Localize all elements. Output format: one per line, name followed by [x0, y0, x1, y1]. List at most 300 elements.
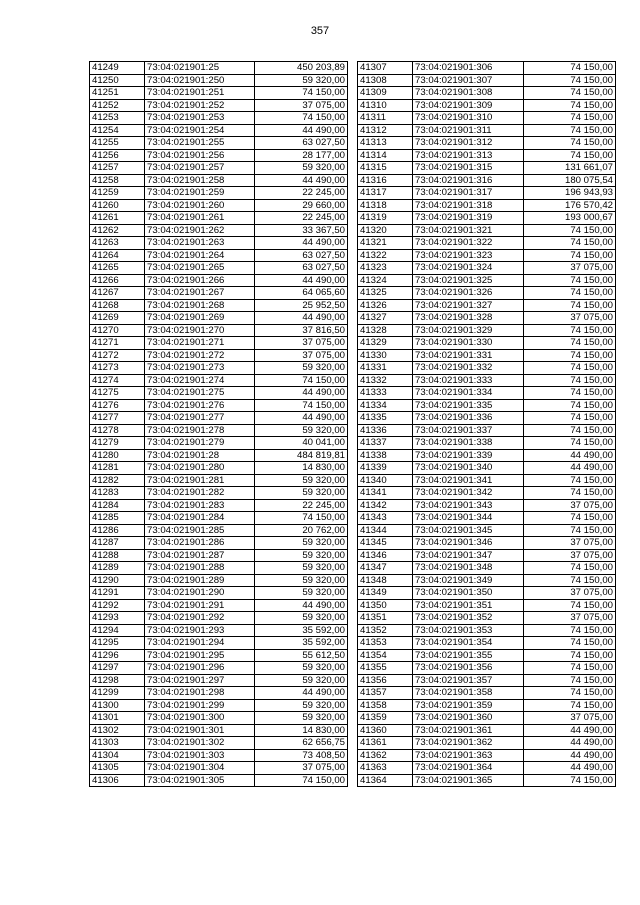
cadastral-number: 73:04:021901:298 — [145, 687, 255, 700]
row-number: 41301 — [90, 712, 145, 725]
right-table-body — [358, 62, 616, 787]
row-number: 41316 — [358, 174, 413, 187]
cadastral-number: 73:04:021901:335 — [413, 399, 524, 412]
row-number: 41312 — [358, 124, 413, 137]
table-row — [358, 224, 616, 237]
cadastral-number: 73:04:021901:331 — [413, 349, 524, 362]
cadastral-value: 74 150,00 — [255, 774, 348, 787]
row-number: 41273 — [90, 362, 145, 375]
table-row — [358, 349, 616, 362]
cadastral-number: 73:04:021901:337 — [413, 424, 524, 437]
cadastral-number: 73:04:021901:278 — [145, 424, 255, 437]
row-number: 41288 — [90, 549, 145, 562]
cadastral-value: 74 150,00 — [524, 624, 616, 637]
table-row — [90, 662, 348, 675]
table-row — [90, 762, 348, 775]
cadastral-number: 73:04:021901:299 — [145, 699, 255, 712]
table-row — [358, 774, 616, 787]
cadastral-number: 73:04:021901:347 — [413, 549, 524, 562]
cadastral-number: 73:04:021901:271 — [145, 337, 255, 350]
cadastral-number: 73:04:021901:291 — [145, 599, 255, 612]
cadastral-number: 73:04:021901:288 — [145, 562, 255, 575]
row-number: 41267 — [90, 287, 145, 300]
cadastral-number: 73:04:021901:355 — [413, 649, 524, 662]
table-row — [90, 124, 348, 137]
row-number: 41352 — [358, 624, 413, 637]
table-row — [358, 374, 616, 387]
table-row — [358, 162, 616, 175]
row-number: 41361 — [358, 737, 413, 750]
cadastral-number: 73:04:021901:267 — [145, 287, 255, 300]
cadastral-value: 176 570,42 — [524, 199, 616, 212]
row-number: 41277 — [90, 412, 145, 425]
table-row — [358, 612, 616, 625]
row-number: 41276 — [90, 399, 145, 412]
row-number: 41265 — [90, 262, 145, 275]
cadastral-number: 73:04:021901:346 — [413, 537, 524, 550]
table-row — [90, 474, 348, 487]
row-number: 41340 — [358, 474, 413, 487]
row-number: 41282 — [90, 474, 145, 487]
cadastral-value: 44 490,00 — [524, 462, 616, 475]
row-number: 41289 — [90, 562, 145, 575]
table-row — [358, 74, 616, 87]
row-number: 41291 — [90, 587, 145, 600]
row-number: 41302 — [90, 724, 145, 737]
cadastral-number: 73:04:021901:285 — [145, 524, 255, 537]
cadastral-number: 73:04:021901:273 — [145, 362, 255, 375]
table-row — [90, 187, 348, 200]
cadastral-value: 74 150,00 — [524, 399, 616, 412]
row-number: 41328 — [358, 324, 413, 337]
row-number: 41254 — [90, 124, 145, 137]
cadastral-number: 73:04:021901:332 — [413, 362, 524, 375]
cadastral-number: 73:04:021901:264 — [145, 249, 255, 262]
cadastral-number: 73:04:021901:28 — [145, 449, 255, 462]
cadastral-value: 35 592,00 — [255, 624, 348, 637]
table-row — [90, 462, 348, 475]
table-row — [358, 499, 616, 512]
table-row — [90, 674, 348, 687]
cadastral-number: 73:04:021901:296 — [145, 662, 255, 675]
row-number: 41325 — [358, 287, 413, 300]
table-row — [358, 587, 616, 600]
table-row — [358, 437, 616, 450]
table-row — [358, 187, 616, 200]
cadastral-value: 44 490,00 — [524, 737, 616, 750]
cadastral-value: 44 490,00 — [255, 237, 348, 250]
cadastral-number: 73:04:021901:250 — [145, 74, 255, 87]
cadastral-number: 73:04:021901:351 — [413, 599, 524, 612]
table-row — [358, 249, 616, 262]
row-number: 41346 — [358, 549, 413, 562]
cadastral-number: 73:04:021901:365 — [413, 774, 524, 787]
row-number: 41293 — [90, 612, 145, 625]
cadastral-value: 74 150,00 — [524, 362, 616, 375]
cadastral-number: 73:04:021901:313 — [413, 149, 524, 162]
table-row — [358, 212, 616, 225]
table-row — [358, 687, 616, 700]
cadastral-number: 73:04:021901:316 — [413, 174, 524, 187]
cadastral-value: 74 150,00 — [524, 674, 616, 687]
table-row — [358, 512, 616, 525]
cadastral-value: 29 660,00 — [255, 199, 348, 212]
table-row — [90, 99, 348, 112]
row-number: 41268 — [90, 299, 145, 312]
table-row — [90, 449, 348, 462]
row-number: 41324 — [358, 274, 413, 287]
cadastral-number: 73:04:021901:284 — [145, 512, 255, 525]
cadastral-number: 73:04:021901:262 — [145, 224, 255, 237]
row-number: 41349 — [358, 587, 413, 600]
cadastral-number: 73:04:021901:300 — [145, 712, 255, 725]
table-row — [358, 462, 616, 475]
row-number: 41317 — [358, 187, 413, 200]
cadastral-value: 74 150,00 — [255, 374, 348, 387]
cadastral-number: 73:04:021901:329 — [413, 324, 524, 337]
cadastral-value: 37 816,50 — [255, 324, 348, 337]
table-row — [90, 437, 348, 450]
cadastral-value: 74 150,00 — [524, 699, 616, 712]
table-row — [90, 562, 348, 575]
cadastral-value: 59 320,00 — [255, 612, 348, 625]
row-number: 41304 — [90, 749, 145, 762]
cadastral-number: 73:04:021901:330 — [413, 337, 524, 350]
cadastral-number: 73:04:021901:280 — [145, 462, 255, 475]
cadastral-number: 73:04:021901:306 — [413, 62, 524, 75]
cadastral-number: 73:04:021901:328 — [413, 312, 524, 325]
row-number: 41294 — [90, 624, 145, 637]
table-row — [90, 412, 348, 425]
table-row — [90, 537, 348, 550]
table-row — [90, 399, 348, 412]
table-row — [358, 724, 616, 737]
row-number: 41296 — [90, 649, 145, 662]
row-number: 41250 — [90, 74, 145, 87]
row-number: 41351 — [358, 612, 413, 625]
cadastral-value: 74 150,00 — [524, 137, 616, 150]
cadastral-value: 74 150,00 — [524, 774, 616, 787]
table-row — [358, 674, 616, 687]
cadastral-value: 59 320,00 — [255, 562, 348, 575]
cadastral-number: 73:04:021901:308 — [413, 87, 524, 100]
table-row — [358, 124, 616, 137]
row-number: 41311 — [358, 112, 413, 125]
row-number: 41359 — [358, 712, 413, 725]
row-number: 41354 — [358, 649, 413, 662]
table-row — [90, 549, 348, 562]
left-table — [89, 61, 348, 787]
table-row — [358, 624, 616, 637]
row-number: 41323 — [358, 262, 413, 275]
row-number: 41281 — [90, 462, 145, 475]
cadastral-value: 44 490,00 — [524, 449, 616, 462]
cadastral-value: 74 150,00 — [524, 249, 616, 262]
table-row — [90, 224, 348, 237]
table-row — [358, 99, 616, 112]
table-row — [358, 199, 616, 212]
cadastral-number: 73:04:021901:252 — [145, 99, 255, 112]
cadastral-value: 74 150,00 — [524, 487, 616, 500]
row-number: 41353 — [358, 637, 413, 650]
row-number: 41348 — [358, 574, 413, 587]
table-row — [358, 337, 616, 350]
row-number: 41298 — [90, 674, 145, 687]
row-number: 41284 — [90, 499, 145, 512]
cadastral-value: 44 490,00 — [524, 749, 616, 762]
cadastral-value: 74 150,00 — [524, 512, 616, 525]
cadastral-number: 73:04:021901:297 — [145, 674, 255, 687]
cadastral-value: 63 027,50 — [255, 249, 348, 262]
row-number: 41251 — [90, 87, 145, 100]
cadastral-number: 73:04:021901:304 — [145, 762, 255, 775]
table-row — [358, 549, 616, 562]
table-row — [358, 112, 616, 125]
cadastral-number: 73:04:021901:317 — [413, 187, 524, 200]
cadastral-number: 73:04:021901:364 — [413, 762, 524, 775]
cadastral-number: 73:04:021901:349 — [413, 574, 524, 587]
table-row — [90, 174, 348, 187]
cadastral-value: 484 819,81 — [255, 449, 348, 462]
row-number: 41252 — [90, 99, 145, 112]
cadastral-number: 73:04:021901:315 — [413, 162, 524, 175]
cadastral-number: 73:04:021901:255 — [145, 137, 255, 150]
table-row — [358, 474, 616, 487]
cadastral-value: 44 490,00 — [255, 174, 348, 187]
row-number: 41287 — [90, 537, 145, 550]
cadastral-value: 44 490,00 — [524, 762, 616, 775]
cadastral-number: 73:04:021901:322 — [413, 237, 524, 250]
row-number: 41286 — [90, 524, 145, 537]
cadastral-value: 74 150,00 — [524, 637, 616, 650]
row-number: 41297 — [90, 662, 145, 675]
row-number: 41321 — [358, 237, 413, 250]
table-row — [358, 537, 616, 550]
table-row — [90, 337, 348, 350]
table-row — [90, 274, 348, 287]
table-row — [358, 237, 616, 250]
cadastral-value: 44 490,00 — [255, 124, 348, 137]
row-number: 41334 — [358, 399, 413, 412]
table-row — [90, 212, 348, 225]
row-number: 41280 — [90, 449, 145, 462]
table-row — [90, 612, 348, 625]
row-number: 41271 — [90, 337, 145, 350]
row-number: 41255 — [90, 137, 145, 150]
table-row — [90, 774, 348, 787]
cadastral-number: 73:04:021901:363 — [413, 749, 524, 762]
row-number: 41310 — [358, 99, 413, 112]
cadastral-value: 74 150,00 — [524, 324, 616, 337]
row-number: 41262 — [90, 224, 145, 237]
row-number: 41322 — [358, 249, 413, 262]
cadastral-value: 44 490,00 — [255, 599, 348, 612]
cadastral-value: 74 150,00 — [524, 599, 616, 612]
table-row — [358, 424, 616, 437]
cadastral-number: 73:04:021901:301 — [145, 724, 255, 737]
cadastral-value: 74 150,00 — [524, 74, 616, 87]
cadastral-value: 44 490,00 — [255, 687, 348, 700]
cadastral-value: 74 150,00 — [524, 574, 616, 587]
cadastral-number: 73:04:021901:251 — [145, 87, 255, 100]
table-row — [90, 312, 348, 325]
row-number: 41315 — [358, 162, 413, 175]
cadastral-value: 59 320,00 — [255, 537, 348, 550]
cadastral-number: 73:04:021901:361 — [413, 724, 524, 737]
cadastral-number: 73:04:021901:345 — [413, 524, 524, 537]
cadastral-value: 74 150,00 — [524, 287, 616, 300]
row-number: 41261 — [90, 212, 145, 225]
table-row — [358, 62, 616, 75]
cadastral-value: 59 320,00 — [255, 712, 348, 725]
row-number: 41309 — [358, 87, 413, 100]
row-number: 41335 — [358, 412, 413, 425]
cadastral-number: 73:04:021901:336 — [413, 412, 524, 425]
cadastral-number: 73:04:021901:260 — [145, 199, 255, 212]
cadastral-number: 73:04:021901:269 — [145, 312, 255, 325]
cadastral-number: 73:04:021901:283 — [145, 499, 255, 512]
row-number: 41332 — [358, 374, 413, 387]
table-row — [90, 587, 348, 600]
cadastral-value: 59 320,00 — [255, 699, 348, 712]
cadastral-value: 59 320,00 — [255, 574, 348, 587]
cadastral-number: 73:04:021901:352 — [413, 612, 524, 625]
cadastral-value: 74 150,00 — [524, 99, 616, 112]
row-number: 41338 — [358, 449, 413, 462]
cadastral-value: 64 065,60 — [255, 287, 348, 300]
cadastral-number: 73:04:021901:256 — [145, 149, 255, 162]
cadastral-value: 37 075,00 — [524, 612, 616, 625]
row-number: 41356 — [358, 674, 413, 687]
table-row — [90, 199, 348, 212]
cadastral-number: 73:04:021901:254 — [145, 124, 255, 137]
cadastral-value: 74 150,00 — [524, 112, 616, 125]
table-row — [90, 324, 348, 337]
table-row — [90, 137, 348, 150]
row-number: 41337 — [358, 437, 413, 450]
table-row — [90, 299, 348, 312]
row-number: 41342 — [358, 499, 413, 512]
cadastral-value: 14 830,00 — [255, 462, 348, 475]
row-number: 41355 — [358, 662, 413, 675]
row-number: 41260 — [90, 199, 145, 212]
table-row — [90, 387, 348, 400]
cadastral-number: 73:04:021901:277 — [145, 412, 255, 425]
cadastral-number: 73:04:021901:319 — [413, 212, 524, 225]
table-row — [90, 599, 348, 612]
cadastral-number: 73:04:021901:281 — [145, 474, 255, 487]
row-number: 41331 — [358, 362, 413, 375]
table-row — [90, 524, 348, 537]
table-row — [90, 712, 348, 725]
table-row — [90, 287, 348, 300]
cadastral-number: 73:04:021901:287 — [145, 549, 255, 562]
cadastral-value: 37 075,00 — [524, 587, 616, 600]
row-number: 41285 — [90, 512, 145, 525]
table-row — [90, 362, 348, 375]
cadastral-value: 37 075,00 — [255, 762, 348, 775]
cadastral-number: 73:04:021901:360 — [413, 712, 524, 725]
row-number: 41336 — [358, 424, 413, 437]
cadastral-value: 74 150,00 — [524, 437, 616, 450]
cadastral-value: 33 367,50 — [255, 224, 348, 237]
row-number: 41264 — [90, 249, 145, 262]
cadastral-value: 74 150,00 — [524, 224, 616, 237]
table-row — [358, 149, 616, 162]
row-number: 41333 — [358, 387, 413, 400]
table-row — [90, 162, 348, 175]
cadastral-value: 74 150,00 — [524, 374, 616, 387]
table-row — [358, 362, 616, 375]
cadastral-number: 73:04:021901:354 — [413, 637, 524, 650]
cadastral-number: 73:04:021901:356 — [413, 662, 524, 675]
row-number: 41256 — [90, 149, 145, 162]
cadastral-number: 73:04:021901:362 — [413, 737, 524, 750]
cadastral-value: 74 150,00 — [524, 87, 616, 100]
cadastral-number: 73:04:021901:307 — [413, 74, 524, 87]
row-number: 41249 — [90, 62, 145, 75]
table-row — [90, 249, 348, 262]
cadastral-value: 63 027,50 — [255, 262, 348, 275]
table-row — [358, 387, 616, 400]
row-number: 41307 — [358, 62, 413, 75]
row-number: 41345 — [358, 537, 413, 550]
row-number: 41305 — [90, 762, 145, 775]
cadastral-value: 450 203,89 — [255, 62, 348, 75]
cadastral-value: 74 150,00 — [524, 274, 616, 287]
cadastral-value: 180 075,54 — [524, 174, 616, 187]
cadastral-number: 73:04:021901:290 — [145, 587, 255, 600]
cadastral-number: 73:04:021901:305 — [145, 774, 255, 787]
table-row — [358, 449, 616, 462]
cadastral-value: 25 952,50 — [255, 299, 348, 312]
row-number: 41339 — [358, 462, 413, 475]
page-number: 357 — [310, 25, 330, 37]
cadastral-value: 59 320,00 — [255, 674, 348, 687]
cadastral-number: 73:04:021901:348 — [413, 562, 524, 575]
cadastral-value: 74 150,00 — [524, 524, 616, 537]
cadastral-value: 74 150,00 — [524, 124, 616, 137]
cadastral-value: 74 150,00 — [524, 662, 616, 675]
row-number: 41290 — [90, 574, 145, 587]
table-row — [90, 374, 348, 387]
cadastral-value: 74 150,00 — [524, 562, 616, 575]
row-number: 41278 — [90, 424, 145, 437]
cadastral-value: 59 320,00 — [255, 424, 348, 437]
table-row — [90, 424, 348, 437]
table-row — [90, 87, 348, 100]
table-row — [358, 737, 616, 750]
cadastral-value: 74 150,00 — [255, 87, 348, 100]
cadastral-value: 22 245,00 — [255, 499, 348, 512]
row-number: 41275 — [90, 387, 145, 400]
cadastral-number: 73:04:021901:338 — [413, 437, 524, 450]
row-number: 41362 — [358, 749, 413, 762]
cadastral-number: 73:04:021901:311 — [413, 124, 524, 137]
cadastral-number: 73:04:021901:309 — [413, 99, 524, 112]
cadastral-number: 73:04:021901:259 — [145, 187, 255, 200]
row-number: 41269 — [90, 312, 145, 325]
row-number: 41253 — [90, 112, 145, 125]
cadastral-value: 14 830,00 — [255, 724, 348, 737]
cadastral-value: 59 320,00 — [255, 549, 348, 562]
cadastral-value: 196 943,93 — [524, 187, 616, 200]
cadastral-value: 37 075,00 — [524, 499, 616, 512]
cadastral-number: 73:04:021901:353 — [413, 624, 524, 637]
cadastral-number: 73:04:021901:292 — [145, 612, 255, 625]
cadastral-value: 37 075,00 — [524, 312, 616, 325]
row-number: 41343 — [358, 512, 413, 525]
